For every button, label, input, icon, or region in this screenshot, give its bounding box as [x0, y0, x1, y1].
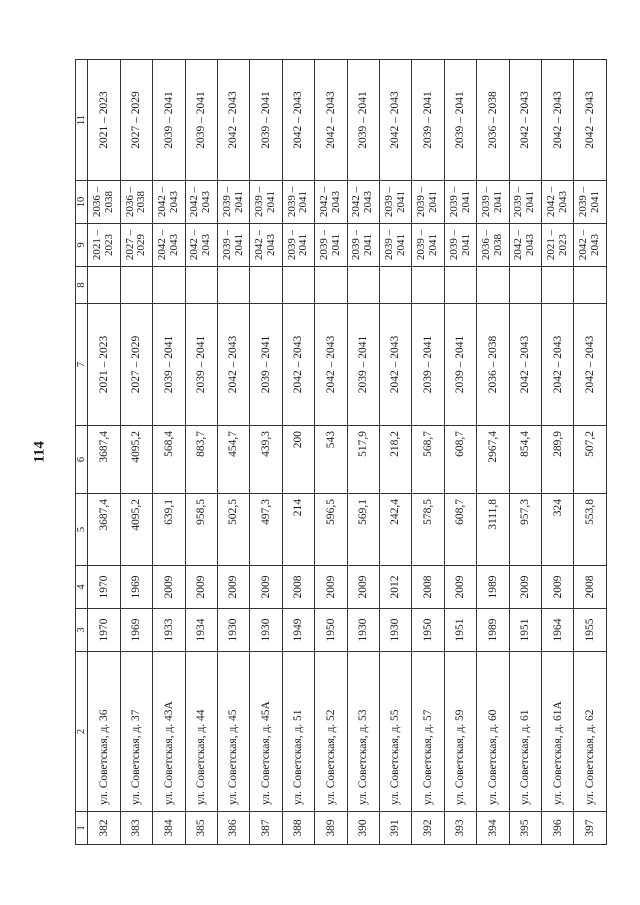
period-cell: 2021 – 2023	[88, 60, 120, 181]
period-line: 2039 –	[220, 229, 233, 261]
period-line: 2039 –	[415, 186, 428, 218]
period-cell: 2039 – 2041	[185, 304, 217, 426]
empty-cell	[315, 267, 347, 304]
address-cell: ул. Советская, д. 45	[217, 652, 249, 812]
period-line: 2043	[167, 191, 180, 213]
period-cell: 2042 – 2043	[282, 304, 314, 426]
period-line: 2039 –	[382, 186, 395, 218]
year-cell: 1930	[379, 609, 411, 652]
year-cell: 1989	[477, 609, 509, 652]
area-cell: 289,9	[542, 426, 574, 494]
column-header: 8	[76, 267, 88, 304]
row-number: 397	[574, 812, 607, 845]
year-cell: 1955	[574, 609, 607, 652]
housing-schedule-table	[75, 59, 607, 845]
period-cell: 2042 – 2043	[315, 304, 347, 426]
area-cell: 507,2	[574, 426, 607, 494]
period-line: 2036 –	[480, 229, 493, 261]
year-cell: 1951	[509, 609, 541, 652]
period-line: 2042 –	[577, 229, 590, 261]
period-line: 2039 –	[447, 229, 460, 261]
address-cell: ул. Советская, д. 60	[477, 652, 509, 812]
area-cell: 502,5	[217, 494, 249, 566]
period-line: 2041	[329, 234, 342, 256]
area-cell: 639,1	[153, 494, 185, 566]
empty-cell	[347, 267, 379, 304]
year-cell: 1964	[542, 609, 574, 652]
year-cell: 2009	[347, 566, 379, 609]
period-line: 2023	[556, 234, 569, 256]
address-cell: ул. Советская, д. 45А	[250, 652, 282, 812]
period-cell	[347, 224, 379, 267]
period-cell	[120, 224, 152, 267]
year-cell: 1969	[120, 609, 152, 652]
address-cell: ул. Советская, д. 36	[88, 652, 120, 812]
period-cell: 2039 – 2041	[153, 304, 185, 426]
table-row	[120, 60, 152, 845]
year-cell: 2009	[185, 566, 217, 609]
year-cell: 1930	[347, 609, 379, 652]
year-cell: 2009	[542, 566, 574, 609]
period-line: 2036 –	[91, 186, 104, 218]
area-cell: 608,7	[444, 494, 476, 566]
period-cell: 2039 – 2041	[412, 304, 444, 426]
address-cell: ул. Советская, д. 61	[509, 652, 541, 812]
period-line: 2043	[556, 191, 569, 213]
period-line: 2042 –	[188, 186, 201, 218]
table-row	[444, 60, 476, 845]
area-cell: 4095,2	[120, 494, 152, 566]
year-cell: 2008	[282, 566, 314, 609]
period-line: 2027 –	[123, 229, 136, 261]
empty-cell	[477, 267, 509, 304]
period-cell: 2027 – 2029	[120, 304, 152, 426]
period-cell: 2042 – 2043	[315, 60, 347, 181]
area-cell: 3111,8	[477, 494, 509, 566]
area-cell: 553,8	[574, 494, 607, 566]
period-cell: 2042 – 2043	[509, 60, 541, 181]
empty-cell	[379, 267, 411, 304]
area-cell: 218,2	[379, 426, 411, 494]
period-cell	[217, 181, 249, 224]
column-header: 11	[76, 60, 88, 181]
period-cell	[379, 181, 411, 224]
period-cell: 2039 – 2041	[185, 60, 217, 181]
table-row	[347, 60, 379, 845]
address-cell: ул. Советская, д. 37	[120, 652, 152, 812]
period-cell	[315, 181, 347, 224]
period-cell: 2042 – 2043	[379, 60, 411, 181]
period-cell: 2042 – 2043	[542, 304, 574, 426]
row-number: 389	[315, 812, 347, 845]
area-cell: 454,7	[217, 426, 249, 494]
area-cell: 568,4	[153, 426, 185, 494]
column-header: 9	[76, 224, 88, 267]
period-line: 2042 –	[512, 229, 525, 261]
year-cell: 1951	[444, 609, 476, 652]
period-line: 2042 –	[544, 186, 557, 218]
table-row	[574, 60, 607, 845]
column-header: 3	[76, 609, 88, 652]
period-line: 2039 –	[285, 229, 298, 261]
year-cell: 2009	[315, 566, 347, 609]
period-cell	[250, 181, 282, 224]
year-cell: 2009	[509, 566, 541, 609]
period-cell: 2042 – 2043	[379, 304, 411, 426]
period-cell	[120, 181, 152, 224]
period-cell: 2039 – 2041	[444, 304, 476, 426]
period-line: 2038	[135, 191, 148, 213]
period-line: 2029	[135, 234, 148, 256]
period-cell	[509, 181, 541, 224]
period-cell: 2042 – 2043	[574, 304, 607, 426]
period-line: 2039 –	[382, 229, 395, 261]
area-cell: 596,5	[315, 494, 347, 566]
period-line: 2043	[200, 234, 213, 256]
address-cell: ул. Советская, д. 53	[347, 652, 379, 812]
period-cell: 2042 – 2043	[574, 60, 607, 181]
area-cell: 439,3	[250, 426, 282, 494]
area-cell: 324	[542, 494, 574, 566]
period-line: 2038	[103, 191, 116, 213]
period-line: 2041	[459, 234, 472, 256]
period-cell: 2039 – 2041	[444, 60, 476, 181]
empty-cell	[574, 267, 607, 304]
period-cell: 2039 – 2041	[153, 60, 185, 181]
year-cell: 1989	[477, 566, 509, 609]
empty-cell	[250, 267, 282, 304]
period-line: 2042 –	[155, 229, 168, 261]
period-cell	[282, 181, 314, 224]
row-number: 396	[542, 812, 574, 845]
period-cell	[509, 224, 541, 267]
row-number: 387	[250, 812, 282, 845]
area-cell: 608,7	[444, 426, 476, 494]
page-number: 114	[31, 441, 48, 463]
area-cell: 242,4	[379, 494, 411, 566]
period-line: 2038	[491, 234, 504, 256]
period-cell: 2042 – 2043	[509, 304, 541, 426]
period-cell: 2039 – 2041	[412, 60, 444, 181]
period-line: 2041	[459, 191, 472, 213]
period-cell	[185, 181, 217, 224]
period-cell	[477, 181, 509, 224]
area-cell: 578,5	[412, 494, 444, 566]
area-cell: 497,3	[250, 494, 282, 566]
period-cell: 2039 – 2041	[250, 60, 282, 181]
period-line: 2043	[589, 234, 602, 256]
period-line: 2039 –	[415, 229, 428, 261]
period-cell	[542, 181, 574, 224]
column-header: 6	[76, 426, 88, 494]
year-cell: 2009	[250, 566, 282, 609]
address-cell: ул. Советская, д. 43А	[153, 652, 185, 812]
empty-cell	[412, 267, 444, 304]
period-line: 2041	[427, 234, 440, 256]
row-number: 395	[509, 812, 541, 845]
period-cell: 2021 – 2023	[88, 304, 120, 426]
period-line: 2041	[362, 234, 375, 256]
period-cell	[444, 181, 476, 224]
period-cell: 2042 – 2043	[217, 304, 249, 426]
period-line: 2041	[232, 191, 245, 213]
empty-cell	[185, 267, 217, 304]
column-header: 10	[76, 181, 88, 224]
row-number: 394	[477, 812, 509, 845]
period-line: 2039 –	[253, 186, 266, 218]
period-cell	[574, 224, 607, 267]
area-cell: 214	[282, 494, 314, 566]
table-row	[315, 60, 347, 845]
year-cell: 2009	[217, 566, 249, 609]
table-row	[379, 60, 411, 845]
empty-cell	[444, 267, 476, 304]
year-cell: 2008	[574, 566, 607, 609]
period-line: 2043	[524, 234, 537, 256]
table-row	[477, 60, 509, 845]
period-line: 2041	[427, 191, 440, 213]
period-line: 2042 –	[155, 186, 168, 218]
period-cell: 2039 – 2041	[250, 304, 282, 426]
period-cell	[185, 224, 217, 267]
period-cell: 2027 – 2029	[120, 60, 152, 181]
period-line: 2021 –	[544, 229, 557, 261]
period-line: 2041	[265, 191, 278, 213]
year-cell: 1950	[412, 609, 444, 652]
year-cell: 1970	[88, 609, 120, 652]
period-cell	[250, 224, 282, 267]
period-cell	[217, 224, 249, 267]
area-cell: 957,3	[509, 494, 541, 566]
address-cell: ул. Советская, д. 59	[444, 652, 476, 812]
table-row	[542, 60, 574, 845]
empty-cell	[509, 267, 541, 304]
table-row	[185, 60, 217, 845]
period-cell	[347, 181, 379, 224]
area-cell: 854,4	[509, 426, 541, 494]
area-cell: 3687,4	[88, 494, 120, 566]
period-line: 2041	[524, 191, 537, 213]
year-cell: 1950	[315, 609, 347, 652]
period-cell	[153, 181, 185, 224]
year-cell: 1969	[120, 566, 152, 609]
period-cell	[88, 224, 120, 267]
period-line: 2021 –	[91, 229, 104, 261]
area-cell: 2967,4	[477, 426, 509, 494]
row-number: 393	[444, 812, 476, 845]
period-cell	[412, 181, 444, 224]
row-number: 388	[282, 812, 314, 845]
period-line: 2041	[491, 191, 504, 213]
year-cell: 1934	[185, 609, 217, 652]
address-cell: ул. Советская, д. 55	[379, 652, 411, 812]
period-cell	[88, 181, 120, 224]
address-cell: ул. Советская, д. 52	[315, 652, 347, 812]
column-header: 7	[76, 304, 88, 426]
period-line: 2039 –	[447, 186, 460, 218]
period-line: 2039 –	[318, 229, 330, 261]
year-cell: 2012	[379, 566, 411, 609]
row-number: 382	[88, 812, 120, 845]
period-line: 2041	[297, 234, 310, 256]
table-row	[217, 60, 249, 845]
area-cell: 543	[315, 426, 347, 494]
period-line: 2043	[265, 234, 278, 256]
address-cell: ул. Советская, д. 62	[574, 652, 607, 812]
empty-cell	[88, 267, 120, 304]
empty-cell	[217, 267, 249, 304]
table-row	[509, 60, 541, 845]
period-cell: 2042 – 2043	[217, 60, 249, 181]
row-number: 383	[120, 812, 152, 845]
table-row	[282, 60, 314, 845]
empty-cell	[542, 267, 574, 304]
period-cell: 2039 – 2041	[347, 60, 379, 181]
period-line: 2041	[589, 191, 602, 213]
period-cell: 2039 – 2041	[347, 304, 379, 426]
year-cell: 1930	[250, 609, 282, 652]
period-cell	[542, 224, 574, 267]
period-line: 2039 –	[220, 186, 233, 218]
empty-cell	[120, 267, 152, 304]
period-line: 2039 –	[350, 229, 363, 261]
period-cell	[412, 224, 444, 267]
empty-cell	[282, 267, 314, 304]
year-cell: 2008	[412, 566, 444, 609]
address-cell: ул. Советская, д. 44	[185, 652, 217, 812]
empty-cell	[153, 267, 185, 304]
period-cell	[282, 224, 314, 267]
year-cell: 1930	[217, 609, 249, 652]
header-row	[76, 60, 88, 845]
year-cell: 2009	[444, 566, 476, 609]
period-cell: 2036 – 2038	[477, 60, 509, 181]
address-cell: ул. Советская, д. 51	[282, 652, 314, 812]
table-row	[250, 60, 282, 845]
year-cell: 1949	[282, 609, 314, 652]
table-row	[153, 60, 185, 845]
year-cell: 2009	[153, 566, 185, 609]
period-line: 2041	[297, 191, 310, 213]
area-cell: 568,7	[412, 426, 444, 494]
row-number: 392	[412, 812, 444, 845]
period-line: 2043	[200, 191, 213, 213]
row-number: 386	[217, 812, 249, 845]
area-cell: 958,5	[185, 494, 217, 566]
period-line: 2041	[394, 234, 407, 256]
year-cell: 1933	[153, 609, 185, 652]
period-line: 2041	[394, 191, 407, 213]
period-line: 2023	[103, 234, 116, 256]
table-row	[88, 60, 120, 845]
period-cell	[444, 224, 476, 267]
table-row	[412, 60, 444, 845]
period-cell: 2036 – 2038	[477, 304, 509, 426]
area-cell: 3687,4	[88, 426, 120, 494]
period-line: 2039 –	[480, 186, 493, 218]
period-cell: 2042 – 2043	[282, 60, 314, 181]
address-cell: ул. Советская, д. 57	[412, 652, 444, 812]
area-cell: 569,1	[347, 494, 379, 566]
column-header: 2	[76, 652, 88, 812]
period-cell: 2042 – 2043	[542, 60, 574, 181]
row-number: 390	[347, 812, 379, 845]
period-line: 2039 –	[512, 186, 525, 218]
column-header: 4	[76, 566, 88, 609]
column-header: 5	[76, 494, 88, 566]
area-cell: 200	[282, 426, 314, 494]
period-cell	[477, 224, 509, 267]
area-cell: 4095,2	[120, 426, 152, 494]
period-line: 2036 –	[123, 186, 136, 218]
period-line: 2039 –	[285, 186, 298, 218]
row-number: 384	[153, 812, 185, 845]
period-line: 2041	[232, 234, 245, 256]
period-line: 2042 –	[318, 186, 330, 218]
period-line: 2042 –	[253, 229, 266, 261]
row-number: 385	[185, 812, 217, 845]
column-header: 1	[76, 812, 88, 845]
area-cell: 883,7	[185, 426, 217, 494]
period-line: 2042 –	[350, 186, 363, 218]
year-cell: 1970	[88, 566, 120, 609]
period-line: 2039 –	[577, 186, 590, 218]
period-cell	[315, 224, 347, 267]
period-cell	[153, 224, 185, 267]
period-line: 2042 –	[188, 229, 201, 261]
period-line: 2043	[167, 234, 180, 256]
address-cell: ул. Советская, д. 61А	[542, 652, 574, 812]
period-line: 2043	[362, 191, 375, 213]
area-cell: 517,9	[347, 426, 379, 494]
period-line: 2043	[329, 191, 342, 213]
row-number: 391	[379, 812, 411, 845]
rotated-table-container	[75, 60, 607, 845]
period-cell	[379, 224, 411, 267]
period-cell	[574, 181, 607, 224]
